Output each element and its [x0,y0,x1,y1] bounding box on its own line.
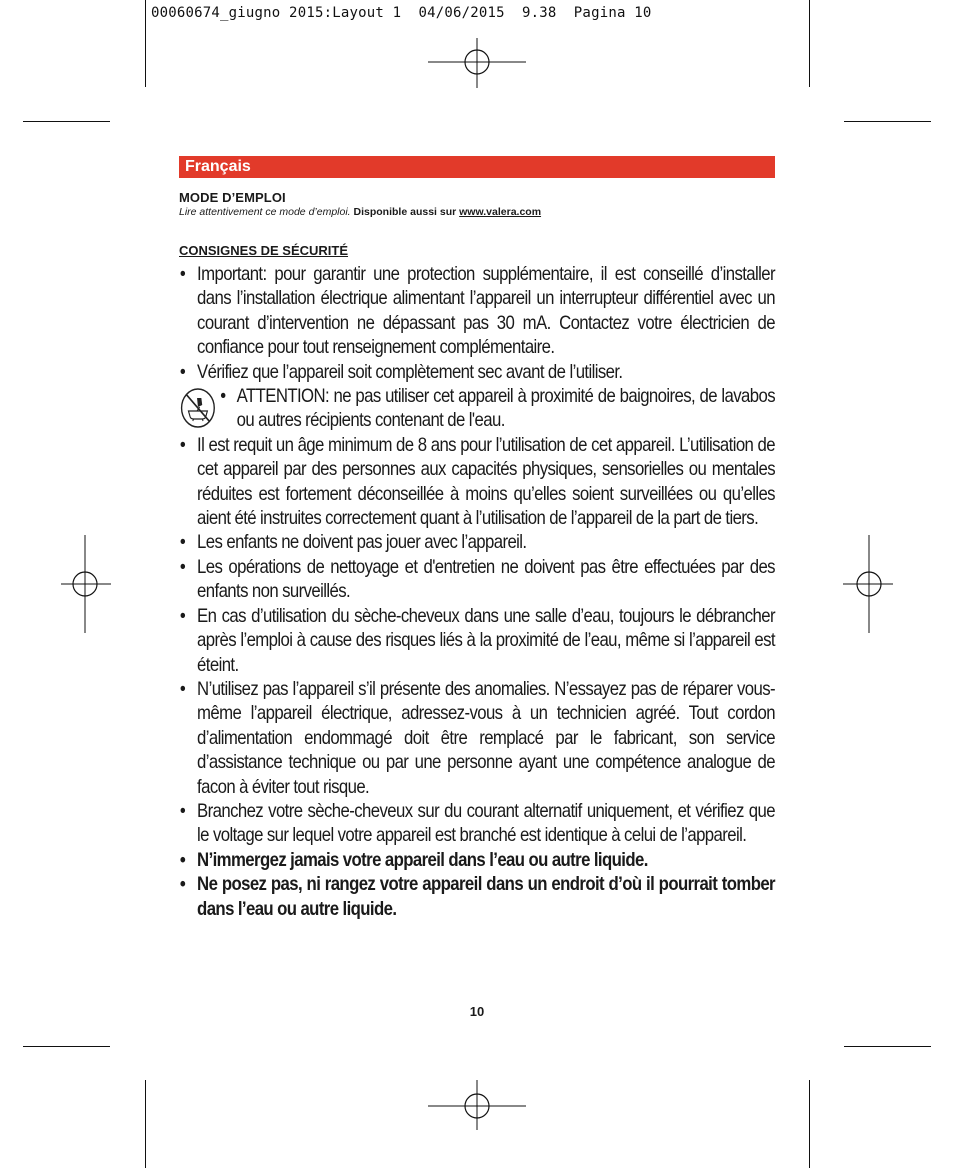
registration-mark-icon [843,535,893,633]
list-item: • Important: pour garantir une protection supplémentaire, il est conseillé d’installer dans l’installation électrique alimentant l’appareil un interrupteur différentiel avec un courant d’intervention ne dépassant pas 30 mA. Contactez votre électricien de confiance pour tout renseignement complémentaire. [179,262,775,360]
crop-mark [23,121,110,122]
list-item: • Il est requit un âge minimum de 8 ans pour l’utilisation de cet appareil. L’utilisation de cet appareil par des personnes aux capacités physiques, sensorielles ou mentales réduites est fortement déconseillée à moins qu’elles soient surveillées ou qu’elles aient été instruites correctement quant à l’utilisation de l’appareil de la part de tiers. [179,433,775,531]
registration-mark-icon [428,1080,526,1130]
registration-mark-icon [61,535,111,633]
attention-text: ATTENTION: ne pas utiliser cet appareil à proximité de baignoires, de lavabos ou autres récipients contenant de l'eau. [236,385,775,432]
crop-mark [145,1080,146,1168]
no-bathtub-icon [179,386,217,430]
crop-mark [844,1046,931,1047]
list-item: • Vérifiez que l’appareil soit complètement sec avant de l’utiliser. [179,360,775,384]
crop-mark [23,1046,110,1047]
page-number: 10 [469,1004,485,1019]
available-text: Disponible aussi sur [353,206,457,218]
list-item: • Les opérations de nettoyage et d'entretien ne doivent pas être effectuées par des enfants non surveillés. [179,555,775,604]
list-item: • En cas d’utilisation du sèche-cheveux dans une salle d’eau, toujours le débrancher après l’emploi à cause des risques liés à la proximité de l’eau, même si l’appareil est éteint. [179,604,775,677]
safety-instructions-list [179,262,775,921]
crop-mark [809,1080,810,1168]
list-item: • N’utilisez pas l’appareil s’il présente des anomalies. N’essayez pas de réparer vous-même l’appareil électrique, adressez-vous à un technicien agréé. Tout cordon d’alimentation endommagé doit être remplacé par le fabricant, son service d’assistance technique ou par une personne ayant une compétence analogue de facon à éviter tout risque. [179,677,775,799]
attention-list-item [179,384,775,433]
crop-mark [844,121,931,122]
mode-emploi-title: MODE D’EMPLOI [179,190,286,205]
list-item: • Branchez votre sèche-cheveux sur du courant alternatif uniquement, et vérifiez que le voltage sur lequel votre appareil est branché est identique à celui de l’appareil. [179,799,775,848]
registration-mark-icon [428,38,526,88]
crop-mark [145,0,146,87]
safety-section-title: CONSIGNES DE SÉCURITÉ [179,243,349,258]
list-item-bold: • Ne posez pas, ni rangez votre appareil dans un endroit d’où il pourrait tomber dans l’eau ou autre liquide. [179,872,775,921]
website-link[interactable]: www.valera.com [459,206,542,218]
list-item: • Les enfants ne doivent pas jouer avec l’appareil. [179,530,775,554]
language-tab: Français [179,156,775,178]
list-item-bold: • N’immergez jamais votre appareil dans l’eau ou autre liquide. [179,848,775,872]
crop-mark [809,0,810,87]
mode-emploi-subtitle [179,206,541,218]
read-instruction-text: Lire attentivement ce mode d’emploi. [179,206,351,218]
printer-slug-line: 00060674_giugno 2015:Layout 1 04/06/2015 9.38 Pagina 10 [151,5,652,21]
